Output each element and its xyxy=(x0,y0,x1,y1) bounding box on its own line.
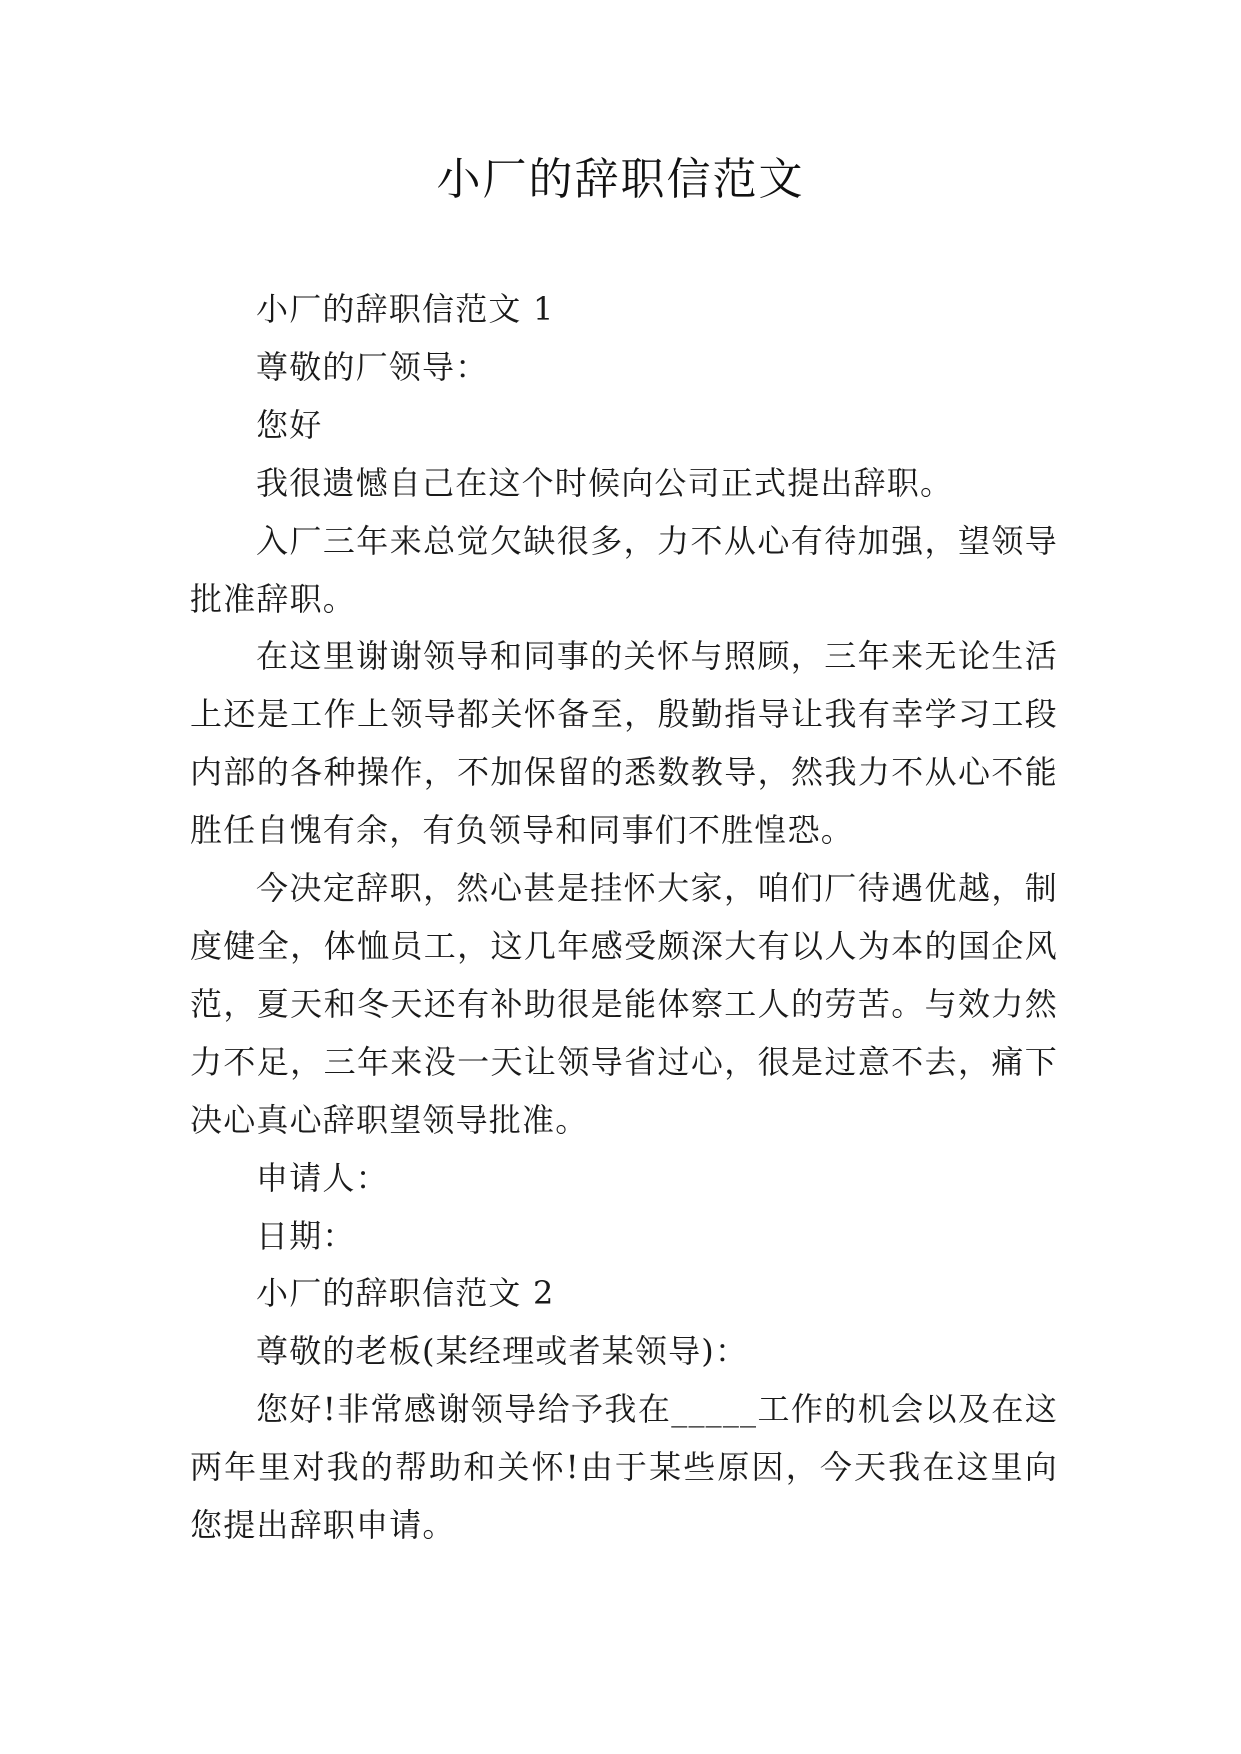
applicant-label: 申请人： xyxy=(256,1158,389,1197)
paragraph: 您好!非常感谢领导给予我在_____工作的机会以及在这两年里对我的帮助和关怀!由于某些原因，今天我在这里向您提出辞职申请。 xyxy=(190,1390,1058,1545)
date-label: 日期： xyxy=(256,1216,356,1255)
greeting: 您好 xyxy=(256,405,323,444)
paragraph: 入厂三年来总觉欠缺很多，力不从心有待加强，望领导批准辞职。 xyxy=(190,521,1058,618)
document-title: 小厂的辞职信范文 xyxy=(436,154,805,205)
paragraph: 我很遗憾自己在这个时候向公司正式提出辞职。 xyxy=(256,463,954,502)
paragraph: 在这里谢谢领导和同事的关怀与照顾，三年来无论生活上还是工作上领导都关怀备至，殷勤指导让我有幸学习工段内部的各种操作，不加保留的悉数教导，然我力不从心不能胜任自愧有余，有负领导和同事们不胜惶恐。 xyxy=(190,637,1058,850)
paragraph: 今决定辞职，然心甚是挂怀大家，咱们厂待遇优越，制度健全，体恤员工，这几年感受颇深大有以人为本的国企风范，夏天和冬天还有补助很是能体察工人的劳苦。与效力然力不足，三年来没一天让领导省过心，很是过意不去，痛下决心真心辞职望领导批准。 xyxy=(190,869,1058,1139)
document-body xyxy=(190,281,1058,1555)
salutation: 尊敬的老板(某经理或者某领导)： xyxy=(256,1332,749,1371)
salutation: 尊敬的厂领导： xyxy=(256,347,489,386)
section-heading-1: 小厂的辞职信范文 1 xyxy=(256,290,555,328)
section-heading-2: 小厂的辞职信范文 2 xyxy=(256,1274,555,1313)
